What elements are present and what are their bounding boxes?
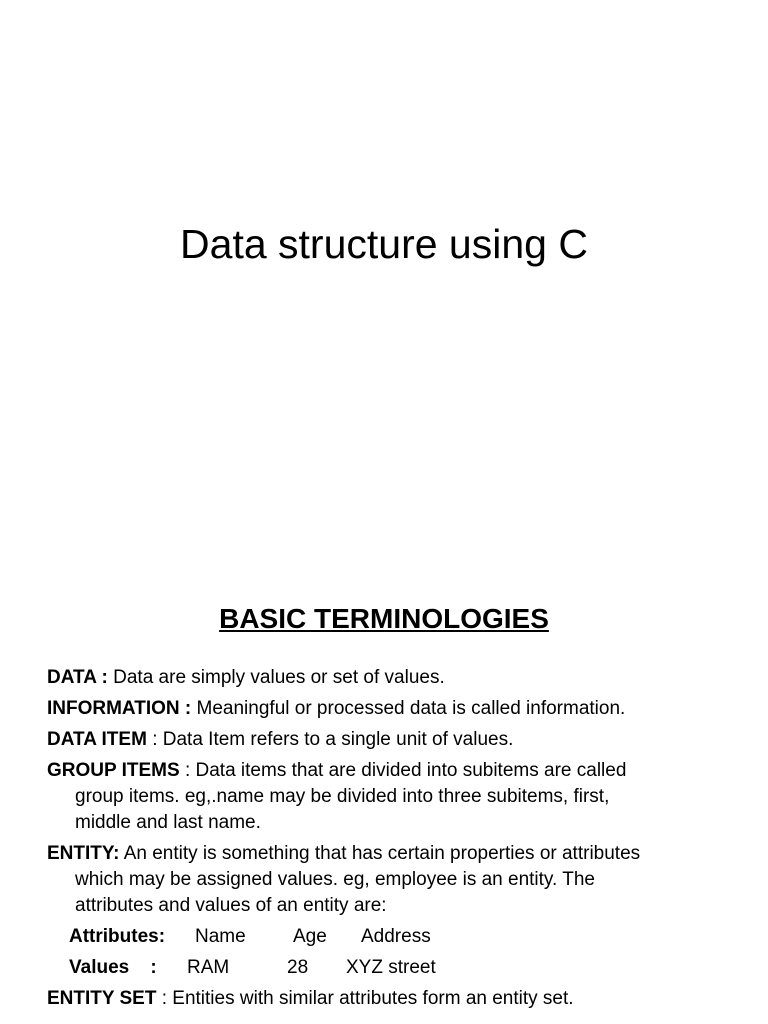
- attribute-address: Address: [361, 926, 431, 947]
- term-label: GROUP ITEMS: [47, 760, 180, 781]
- attributes-row: [47, 924, 747, 950]
- term-definition: Meaningful or processed data is called information.: [191, 698, 626, 719]
- values-row: [47, 955, 747, 981]
- term-label: ENTITY:: [47, 843, 120, 864]
- section-heading: BASIC TERMINOLOGIES: [219, 603, 549, 634]
- term-definition-line: middle and last name.: [75, 812, 261, 833]
- term-definition: : Entities with similar attributes form an entity set.: [156, 988, 574, 1009]
- term-label: DATA ITEM: [47, 729, 147, 750]
- term-data-item: [47, 727, 747, 753]
- term-entity-set: [47, 986, 747, 1012]
- attribute-name: Name: [195, 926, 246, 947]
- term-definition: Data are simply values or set of values.: [107, 667, 445, 688]
- terminology-list: [47, 665, 747, 1017]
- term-definition-line: attributes and values of an entity are:: [75, 895, 387, 916]
- term-entity: [47, 841, 747, 919]
- term-definition: : Data Item refers to a single unit of values.: [146, 729, 514, 750]
- slide-title: Data structure using C: [180, 221, 588, 267]
- attribute-age: Age: [293, 926, 327, 947]
- term-label: ENTITY SET: [47, 988, 157, 1009]
- term-group-items: [47, 758, 747, 836]
- term-definition: : Data items that are divided into subitems are called: [179, 760, 627, 781]
- value-address: XYZ street: [346, 957, 436, 978]
- value-age: 28: [287, 957, 309, 978]
- term-label: DATA :: [47, 667, 108, 688]
- attributes-label: Attributes:: [69, 926, 166, 947]
- term-label: INFORMATION :: [47, 698, 192, 719]
- term-definition: An entity is something that has certain properties or attributes: [119, 843, 641, 864]
- values-label: Values :: [69, 957, 157, 978]
- term-data: [47, 665, 747, 691]
- term-definition-line: which may be assigned values. eg, employee is an entity. The: [75, 869, 595, 890]
- term-definition-line: group items. eg,.name may be divided into three subitems, first,: [75, 786, 610, 807]
- term-information: [47, 696, 747, 722]
- value-name: RAM: [187, 957, 230, 978]
